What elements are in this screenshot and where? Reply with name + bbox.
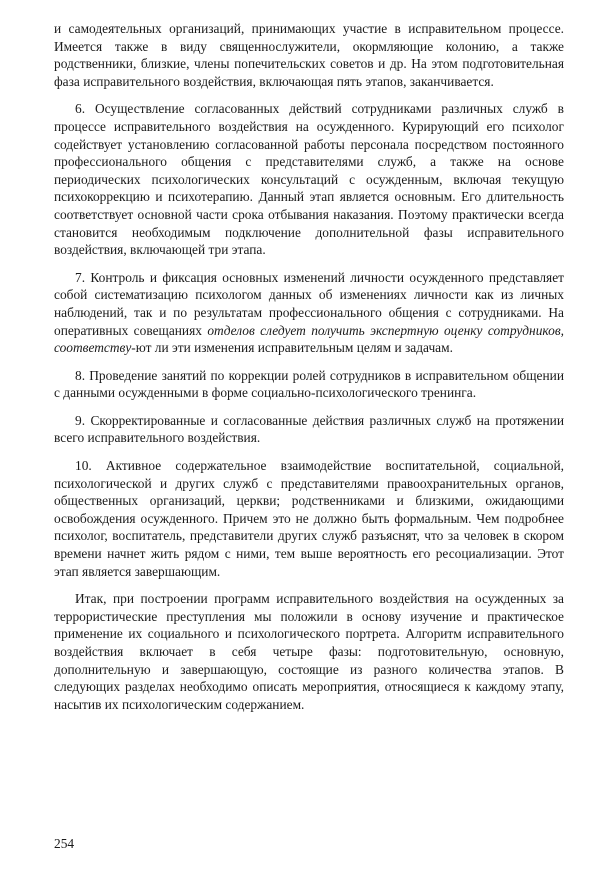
- paragraph-gap: [54, 447, 564, 457]
- paragraph-stage-7-italic: отделов следует получить экспертную оценку сотрудников, соответству: [54, 322, 565, 356]
- paragraph-stage-9: 9. Скорректированные и согласованные действия различных служб на протяжении всего исправительного воздействия.: [54, 412, 564, 446]
- paragraph-stage-10: 10. Активное содержательное взаимодействие воспитательной, социальной, психологической и других служб с представителями правоохранительных органов, общественных организаций, церкви; родственниками и близкими, ожидающими освобождения осужденного. Причем это не должно быть формальным. Чем подробнее психолог, воспитатель, представители других служб разъяснят, что за человек в скором времени начнет жить рядом с ними, тем выше вероятность его ресоциализации. Этот этап является завершающим.: [54, 458, 564, 579]
- paragraph-gap: [54, 259, 564, 269]
- paragraph-stage-6: 6. Осуществление согласованных действий сотрудниками различных служб в процессе исправительного воздействия на осужденного. Курирующий его психолог содействует установлению согласованной работы персонала посредством постоянного профессионального общения с представителями служб, а также на основе периодических психологических консультаций с осужденным, включая текущую психокоррекцию и психотерапию. Данный этап является основным. Его длительность соответствует основной части срока отбывания наказания. Поэтому практически всегда становится необходимым подключение дополнительной фазы исправительного воздействия, включающей три этапа.: [54, 101, 564, 258]
- paragraph-continuation: и самодеятельных организаций, принимающих участие в исправительном процессе. Имеется также в виду священнослужители, окормляющие колонию, а также родственники, близкие, члены попечительских советов и др. На этом подготовительная фаза исправительного воздействия, включающая пять этапов, заканчивается.: [54, 21, 564, 89]
- paragraph-stage-7-hyphen: -: [131, 340, 136, 356]
- paragraph-conclusion: Итак, при построении программ исправительного воздействия на осужденных за террористические преступления мы положили в основу изучение и практическое применение их социального и психологического портрета. Алгоритм исправительного воздействия включает в себя четыре фазы: подготовительную, основную, дополнительную и завершающую, состоящие из разного количества этапов. В следующих разделах необходимо описать мероприятия, относящиеся к каждому этапу, насытив их психологическим содержанием.: [54, 591, 564, 712]
- paragraph-stage-7-text: 7. Контроль и фиксация основных изменений личности осужденного представляет собой систематизацию психологом данных об изменениях личности как из личных наблюдений, так и по результатам профессионального общения с сотрудниками. На оперативных совещаниях: [54, 269, 564, 338]
- page-number: 254: [54, 836, 75, 851]
- paragraph-gap: [54, 402, 564, 412]
- paragraph-gap: [54, 357, 564, 367]
- page-body: [54, 20, 564, 713]
- paragraph-gap: [54, 90, 564, 100]
- paragraph-stage-7-end: ют ли эти изменения исправительным целям и задачам.: [135, 340, 453, 356]
- paragraph-stage-8: 8. Проведение занятий по коррекции ролей сотрудников в исправительном общении с данными осужденными в форме социально-психологического тренинга.: [54, 367, 564, 401]
- paragraph-gap: [54, 580, 564, 590]
- paragraph-stage-7: [54, 269, 564, 357]
